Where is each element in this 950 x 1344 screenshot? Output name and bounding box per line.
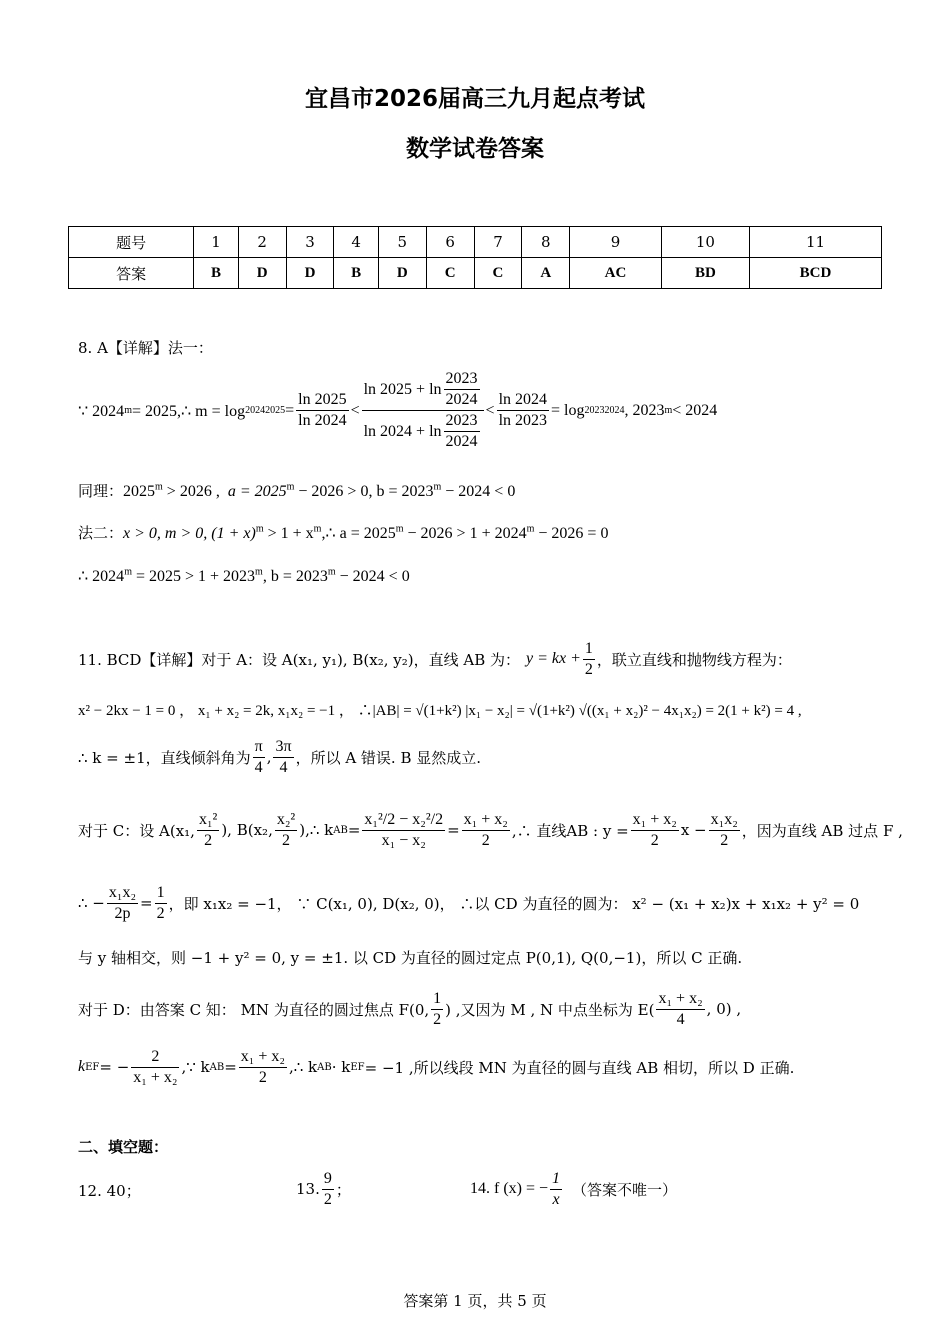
table-cell: BD [661,258,749,289]
q8-line1: ∵ 2024 m = 2025,∴ m = log 2024 2025 = $\frac{\ln 2025}{\ln 2024}$ < ln 2025 + ln $\frac{2023}{2024}$ ln 2024 + ln $\frac{2023}{2024}$ < $\frac{\ln 2024}{\ln 2023}$ = log 2023 2024 , 2023 m < 2024 [78,370,718,450]
q11-c-line2: ∴ − $\frac{\text{x₁x₂}}{2p}$ = $\frac{1}{2}$ ，即 x₁x₂ = −1， ∵ C(x₁, 0), D(x₂, 0)， ∴以 CD 为直径的圆为： x² − (x₁ + x₂)x + x₁x₂ + y² = 0 [78,883,860,922]
q11-line2: x² − 2kx − 1 = 0 ， x₁ + x₂ = 2k, x₁x₂ = −1 ， ∴|AB| = √(1+k²) |x₁ − x₂| = √(1+k²) √((x₁ + x₂)² − 4x₁x₂) = 2(1 + k²) = 4 , [78,703,802,719]
q11-line3: ∴ k = ±1，直线倾斜角为 $\frac{\pi}{4}$ , $\frac{3\pi}{4}$ ，所以 A 错误. B 显然成立. [78,737,482,776]
table-cell: D [238,258,286,289]
q11-c-line3: 与 y 轴相交，则 −1 + y² = 0, y = ±1. 以 CD 为直径的圆过定点 P(0,1), Q(0,−1)，所以 C 正确. [78,949,743,967]
q8-method2-line2: ∴ $2024^m = 2025 > 1 + 2023^m$, $b = 2023^m - 2024 < 0$ [78,566,410,585]
row-label: 答案 [69,258,194,289]
table-cell: A [522,258,570,289]
table-cell: D [378,258,426,289]
page-footer: 答案第 1 页，共 5 页 [403,1292,547,1310]
fraction: $\frac{\ln 2024}{\ln 2023}$ [498,391,548,429]
answer-q14: 14. f (x) = − $\frac{1}{x}$ （答案不唯一） [470,1169,678,1208]
table-cell: BCD [749,258,881,289]
table-cell: 7 [474,227,522,258]
q8-heading: 8. A【详解】法一： [78,339,213,357]
table-row-numbers [69,227,882,258]
table-cell: 11 [749,227,881,258]
q8-l1b: = 2025,∴ m = log [131,402,246,420]
q8-method2-line: 法二：x > 0, m > 0, $(1 + x)^m > 1$ + $x^m,\therefore$ $a = 2025^m - 2026 > 1 + 2024^m - 2026 = 0$ [78,523,609,542]
table-cell: 9 [570,227,662,258]
table-cell: AC [570,258,662,289]
table-cell: 10 [661,227,749,258]
q8-same-line: 同理：$2025^m > 2026$ , $a = 2025^m - 2026 > 0$, $b = 2023^m - 2024 < 0$ [78,481,516,500]
table-cell: 6 [426,227,474,258]
table-cell: 5 [378,227,426,258]
sub-2024: 2024 [245,405,266,416]
answer-q12: 12. 40； [78,1182,141,1200]
fraction: $\frac{\ln 2025}{\ln 2024}$ [298,391,347,429]
q11-d-line2: k EF = − $\frac{2}{\text{x₁ + x₂}}$ ,∵ k AB = $\frac{\text{x₁ + x₂}}{2}$ ,∴ k AB · k EF = −1 ,所以线段 MN 为直径的圆与直线 AB 相切，所以 D 正确. [78,1047,795,1086]
answer-q13: 13. $\frac{9}{2}$ ； [296,1169,351,1208]
table-cell: 8 [522,227,570,258]
sup-m: m [124,405,132,416]
table-cell: B [334,258,378,289]
lt: < [485,401,495,419]
table-cell: 4 [334,227,378,258]
q8-l1c: = [285,401,295,419]
q8-l1a: ∵ 2024 [78,402,125,420]
table-cell: B [194,258,238,289]
page-subtitle: 数学试卷答案 [406,136,544,162]
table-cell: C [474,258,522,289]
row-label: 题号 [69,227,194,258]
table-cell: 2 [238,227,286,258]
table-cell: 1 [194,227,238,258]
q11-c-line1: 对于 C：设 A(x₁, $\frac{\text{x₁²}}{2}$ ), B(x₂, $\frac{\text{x₂²}}{2}$ ),∴ k AB = $\frac{\text{x₁²/2 − x₂²/2}}{\text{x₁ − x₂}}$ = $\frac{\text{x₁ + x₂}}{2}$ ,∴ 直线AB : y = $\frac{\text{x₁ + x₂}}{2}$ x − $\frac{\text{x₁x₂}}{2}$ ，因为直线 AB 过点 F , [78,810,903,849]
big-fraction: ln 2025 + ln $\frac{2023}{2024}$ ln 2024 + ln $\frac{2023}{2024}$ [362,369,484,452]
sup-2025: 2025 [265,405,286,416]
page-title: 宜昌市2026届高三九月起点考试 [304,86,645,112]
q11-d-line1: 对于 D：由答案 C 知： MN 为直径的圆过焦点 F(0, $\frac{1}{2}$ ) ,又因为 M , N 中点坐标为 E( $\frac{\text{x₁ + x₂}}{4}$ , 0) , [78,989,742,1028]
q11-line1: 11. BCD【详解】对于 A：设 A(x₁, y₁), B(x₂, y₂)，直线 AB 为： y = kx + $\frac{1}{2}$ ，联立直线和抛物线方程为： [78,639,792,678]
answer-table [68,226,882,289]
lt: < [350,401,360,419]
section-heading: 二、填空题： [78,1138,169,1156]
table-row-answers [69,258,882,289]
table-cell: D [286,258,334,289]
table-cell: C [426,258,474,289]
table-cell: 3 [286,227,334,258]
